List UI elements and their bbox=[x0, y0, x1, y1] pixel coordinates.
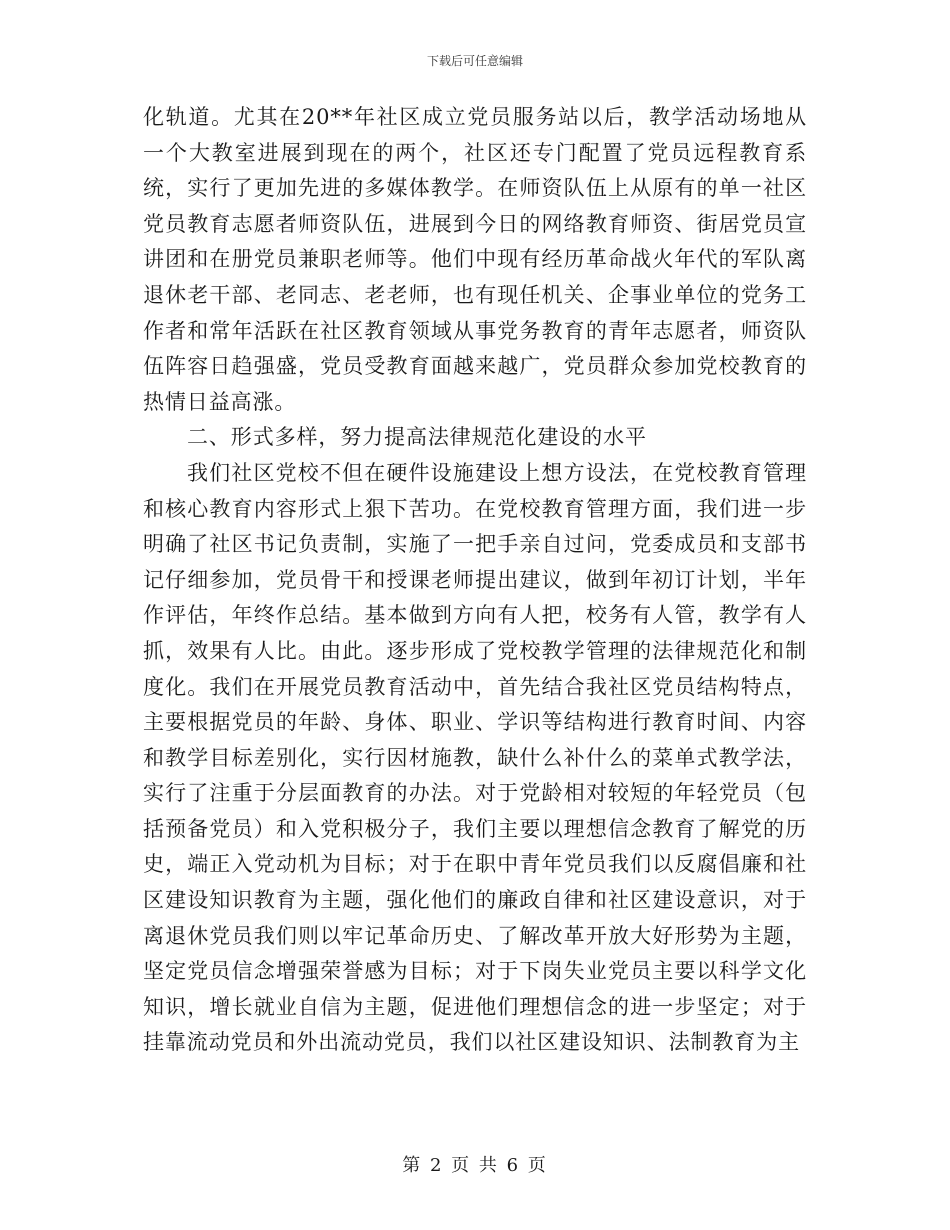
document-body bbox=[143, 100, 807, 1061]
section-heading: 二、形式多样，努力提高法律规范化建设的水平 bbox=[187, 425, 647, 450]
page-number: 第 2 页 共 6 页 bbox=[402, 1155, 548, 1176]
body-paragraph-1: 化轨道。尤其在20**年社区成立党员服务站以后，教学活动场地从一个大教室进展到现在的两个，社区还专门配置了党员远程教育系统，实行了更加先进的多媒体教学。在师资队伍上从原有的单一社区党员教育志愿者师资队伍，进展到今日的网络教育师资、街居党员宣讲团和在册党员兼职老师等。他们中现有经历革命战火年代的军队离退休老干部、老同志、老老师，也有现任机关、企事业单位的党务工作者和常年活跃在社区教育领域从事党务教育的青年志愿者，师资队伍阵容日趋强盛，党员受教育面越来越广，党员群众参加党校教育的热情日益高涨。 bbox=[143, 105, 807, 414]
page-header: 下载后可任意编辑 bbox=[426, 54, 523, 68]
body-paragraph-2: 我们社区党校不但在硬件设施建设上想方设法，在党校教育管理和核心教育内容形式上狠下苦功。在党校教育管理方面，我们进一步明确了社区书记负责制，实施了一把手亲自过问，党委成员和支部书记仔细参加，党员骨干和授课老师提出建议，做到年初订计划，半年作评估，年终作总结。基本做到方向有人把，校务有人管，教学有人抓，效果有人比。由此。逐步形成了党校教学管理的法律规范化和制度化。我们在开展党员教育活动中，首先结合我社区党员结构特点，主要根据党员的年龄、身体、职业、学识等结构进行教育时间、内容和教学目标差别化，实行因材施教，缺什么补什么的菜单式教学法，实行了注重于分层面教育的办法。对于党龄相对较短的年轻党员（包括预备党员）和入党积极分子，我们主要以理想信念教育了解党的历史，端正入党动机为目标；对于在职中青年党员我们以反腐倡廉和社区建设知识教育为主题，强化他们的廉政自律和社区建设意识，对于离退休党员我们则以牢记革命历史、了解改革开放大好形势为主题，坚定党员信念增强荣誉感为目标；对于下岗失业党员主要以科学文化知识，增长就业自信为主题，促进他们理想信念的进一步坚定；对于挂靠流动党员和外出流动党员，我们以社区建设知识、法制教育为主 bbox=[143, 460, 807, 1055]
